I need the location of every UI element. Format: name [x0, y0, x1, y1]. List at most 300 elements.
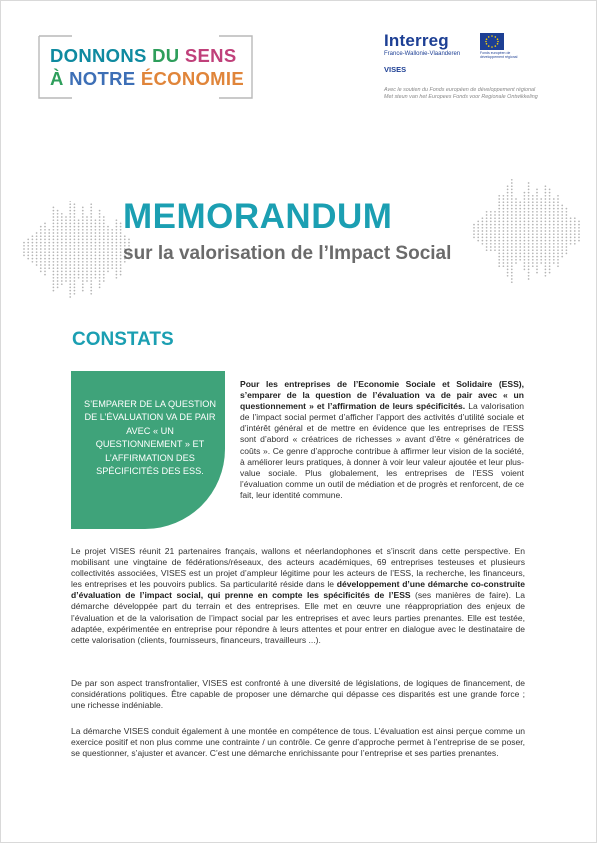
wave-dot [86, 251, 88, 253]
wave-dot [36, 245, 38, 247]
wave-dot [570, 227, 572, 229]
wave-dot [511, 214, 513, 216]
wave-dot [536, 233, 538, 235]
wave-dot [90, 207, 92, 209]
wave-dot [566, 240, 568, 242]
wave-dot [57, 242, 59, 244]
wave-dot [27, 258, 29, 260]
wave-dot [90, 274, 92, 276]
wave-dot [120, 274, 122, 276]
wave-dot [536, 256, 538, 258]
wave-dot [486, 211, 488, 213]
wave-dot [482, 217, 484, 219]
wave-dot [107, 264, 109, 266]
wave-dot [532, 227, 534, 229]
wave-dot [65, 242, 67, 244]
wave-dot [528, 182, 530, 184]
wave-dot [507, 185, 509, 187]
wave-dot [78, 242, 80, 244]
wave-dot [40, 271, 42, 273]
wave-dot [507, 259, 509, 261]
wave-dot [69, 223, 71, 225]
wave-dot [48, 258, 50, 260]
sound-wave-decoration-right [471, 151, 591, 311]
wave-dot [540, 217, 542, 219]
wave-dot [78, 271, 80, 273]
wave-dot [90, 219, 92, 221]
wave-dot [78, 274, 80, 276]
wave-dot [86, 235, 88, 237]
wave-dot [90, 235, 92, 237]
wave-dot [48, 248, 50, 250]
wave-dot [82, 277, 84, 279]
wave-dot [32, 248, 34, 250]
wave-dot [95, 248, 97, 250]
wave-dot [532, 230, 534, 232]
wave-dot [536, 198, 538, 200]
wave-dot [561, 233, 563, 235]
section-title: CONSTATS [72, 329, 174, 350]
wave-dot [103, 261, 105, 263]
wave-dot [103, 242, 105, 244]
wave-dot [553, 217, 555, 219]
wave-dot [524, 230, 526, 232]
logo-word: DU [152, 45, 180, 66]
wave-dot [515, 230, 517, 232]
wave-dot [82, 235, 84, 237]
wave-dot [561, 217, 563, 219]
wave-dot [82, 251, 84, 253]
wave-dot [477, 230, 479, 232]
wave-dot [86, 232, 88, 234]
wave-dot [473, 233, 475, 235]
wave-dot [74, 274, 76, 276]
wave-dot [507, 211, 509, 213]
wave-dot [69, 207, 71, 209]
wave-dot [78, 226, 80, 228]
wave-dot [74, 267, 76, 269]
wave-dot [578, 240, 580, 242]
wave-dot [69, 235, 71, 237]
wave-dot [82, 223, 84, 225]
wave-dot [90, 261, 92, 263]
wave-dot [549, 237, 551, 239]
wave-dot [57, 219, 59, 221]
wave-dot [524, 243, 526, 245]
support-fr: Avec le soutien du Fonds européen de développement régional [384, 87, 536, 93]
wave-dot [111, 232, 113, 234]
wave-dot [90, 264, 92, 266]
wave-dot [524, 253, 526, 255]
wave-dot [532, 211, 534, 213]
wave-dot [511, 227, 513, 229]
wave-dot [86, 242, 88, 244]
wave-dot [74, 203, 76, 205]
page-title: MEMORANDUM [123, 197, 393, 236]
wave-dot [69, 274, 71, 276]
wave-dot [553, 262, 555, 264]
wave-dot [545, 253, 547, 255]
wave-dot [540, 230, 542, 232]
wave-dot [65, 261, 67, 263]
wave-dot [503, 246, 505, 248]
wave-dot [503, 233, 505, 235]
wave-dot [498, 217, 500, 219]
wave-dot [477, 233, 479, 235]
wave-dot [69, 264, 71, 266]
wave-dot [561, 227, 563, 229]
wave-dot [103, 239, 105, 241]
wave-dot [57, 258, 59, 260]
wave-dot [574, 240, 576, 242]
wave-dot [107, 248, 109, 250]
wave-dot [549, 230, 551, 232]
wave-dot [545, 240, 547, 242]
wave-dot [528, 221, 530, 223]
wave-dot [61, 242, 63, 244]
wave-dot [515, 205, 517, 207]
wave-dot [48, 261, 50, 263]
wave-dot [515, 227, 517, 229]
wave-dot [566, 233, 568, 235]
wave-dot [570, 233, 572, 235]
wave-dot [515, 208, 517, 210]
wave-dot [511, 262, 513, 264]
wave-dot [511, 179, 513, 181]
wave-dot [557, 240, 559, 242]
wave-dot [44, 261, 46, 263]
wave-dot [82, 287, 84, 289]
wave-dot [95, 255, 97, 257]
wave-dot [90, 267, 92, 269]
wave-dot [44, 264, 46, 266]
wave-dot [78, 223, 80, 225]
wave-dot [507, 256, 509, 258]
wave-dot [116, 271, 118, 273]
wave-dot [540, 262, 542, 264]
wave-dot [494, 217, 496, 219]
wave-dot [557, 198, 559, 200]
wave-dot [61, 229, 63, 231]
wave-dot [44, 232, 46, 234]
wave-dot [524, 265, 526, 267]
wave-dot [86, 261, 88, 263]
wave-dot [82, 210, 84, 212]
wave-dot [566, 208, 568, 210]
wave-dot [519, 246, 521, 248]
p1-text-end: (ses manières de faire). La démarche développée part du terrain et des entreprises. Elle met en œuvre une réappropriation des enjeux de l’évaluation et de la valorisation de l’impact social par les entreprises et avec leurs parties prenantes. Elle est testée, adaptée, expérimentée en entreprise pour répondre à leurs attentes et pour entrer en dialogue avec le destinataire de cette valorisation (clients, fournisseurs, financeurs, travailleurs ...). [71, 590, 525, 645]
wave-dot [82, 290, 84, 292]
wave-dot [511, 185, 513, 187]
wave-dot [90, 229, 92, 231]
wave-dot [90, 271, 92, 273]
wave-dot [578, 233, 580, 235]
wave-dot [95, 235, 97, 237]
wave-dot [574, 224, 576, 226]
wave-dot [519, 205, 521, 207]
wave-dot [553, 259, 555, 261]
wave-dot [36, 248, 38, 250]
wave-dot [498, 211, 500, 213]
wave-dot [111, 251, 113, 253]
wave-dot [477, 240, 479, 242]
wave-dot [528, 195, 530, 197]
wave-dot [86, 219, 88, 221]
wave-dot [532, 214, 534, 216]
wave-dot [494, 237, 496, 239]
wave-dot [36, 232, 38, 234]
wave-dot [507, 275, 509, 277]
wave-dot [545, 246, 547, 248]
wave-dot [536, 243, 538, 245]
wave-dot [553, 224, 555, 226]
wave-dot [528, 256, 530, 258]
wave-dot [557, 249, 559, 251]
wave-dot [69, 245, 71, 247]
wave-dot [74, 258, 76, 260]
wave-dot [61, 283, 63, 285]
wave-dot [120, 248, 122, 250]
wave-dot [482, 233, 484, 235]
wave-dot [561, 246, 563, 248]
wave-dot [74, 242, 76, 244]
wave-dot [32, 255, 34, 257]
wave-dot [95, 226, 97, 228]
wave-dot [78, 248, 80, 250]
wave-dot [23, 251, 25, 253]
wave-dot [103, 229, 105, 231]
wave-dot [578, 230, 580, 232]
wave-dot [78, 264, 80, 266]
wave-dot [540, 246, 542, 248]
wave-dot [524, 195, 526, 197]
wave-dot [553, 205, 555, 207]
wave-dot [90, 277, 92, 279]
wave-dot [44, 274, 46, 276]
wave-dot [507, 249, 509, 251]
wave-dot [540, 240, 542, 242]
wave-dot [61, 235, 63, 237]
wave-dot [519, 237, 521, 239]
wave-dot [503, 262, 505, 264]
wave-dot [536, 208, 538, 210]
wave-dot [82, 239, 84, 241]
wave-dot [494, 240, 496, 242]
wave-dot [545, 249, 547, 251]
wave-dot [69, 229, 71, 231]
wave-dot [69, 258, 71, 260]
wave-dot [61, 245, 63, 247]
wave-dot [549, 243, 551, 245]
wave-dot [515, 246, 517, 248]
wave-dot [528, 240, 530, 242]
wave-dot [65, 235, 67, 237]
wave-dot [48, 251, 50, 253]
wave-dot [82, 258, 84, 260]
wave-dot [120, 267, 122, 269]
wave-dot [61, 277, 63, 279]
wave-dot [120, 232, 122, 234]
wave-dot [61, 267, 63, 269]
wave-dot [40, 251, 42, 253]
wave-dot [27, 251, 29, 253]
wave-dot [553, 233, 555, 235]
wave-dot [99, 235, 101, 237]
wave-dot [557, 230, 559, 232]
wave-dot [40, 232, 42, 234]
wave-dot [82, 216, 84, 218]
wave-dot [498, 208, 500, 210]
wave-dot [524, 259, 526, 261]
wave-dot [103, 277, 105, 279]
wave-dot [574, 227, 576, 229]
wave-dot [490, 233, 492, 235]
wave-dot [53, 242, 55, 244]
wave-dot [82, 248, 84, 250]
wave-dot [69, 287, 71, 289]
wave-dot [507, 246, 509, 248]
wave-dot [120, 264, 122, 266]
wave-dot [107, 232, 109, 234]
wave-dot [103, 245, 105, 247]
wave-dot [498, 195, 500, 197]
wave-dot [103, 271, 105, 273]
wave-dot [486, 249, 488, 251]
wave-dot [57, 232, 59, 234]
wave-dot [549, 262, 551, 264]
wave-dot [57, 271, 59, 273]
wave-dot [532, 233, 534, 235]
wave-dot [86, 245, 88, 247]
wave-dot [53, 267, 55, 269]
wave-dot [503, 208, 505, 210]
wave-dot [53, 245, 55, 247]
wave-dot [23, 245, 25, 247]
wave-dot [528, 237, 530, 239]
wave-dot [40, 258, 42, 260]
wave-dot [27, 242, 29, 244]
wave-dot [57, 245, 59, 247]
wave-dot [78, 229, 80, 231]
wave-dot [48, 255, 50, 257]
wave-dot [65, 251, 67, 253]
wave-dot [95, 232, 97, 234]
wave-dot [107, 226, 109, 228]
wave-dot [490, 249, 492, 251]
wave-dot [116, 235, 118, 237]
wave-dot [524, 205, 526, 207]
wave-dot [90, 287, 92, 289]
wave-dot [486, 233, 488, 235]
wave-dot [57, 226, 59, 228]
wave-dot [44, 271, 46, 273]
wave-dot [65, 223, 67, 225]
wave-dot [540, 233, 542, 235]
wave-dot [566, 237, 568, 239]
wave-dot [557, 214, 559, 216]
wave-dot [486, 224, 488, 226]
wave-dot [53, 274, 55, 276]
wave-dot [44, 255, 46, 257]
wave-dot [519, 230, 521, 232]
wave-dot [511, 217, 513, 219]
wave-dot [90, 255, 92, 257]
wave-dot [78, 232, 80, 234]
wave-dot [53, 226, 55, 228]
wave-dot [532, 201, 534, 203]
wave-dot [519, 233, 521, 235]
wave-dot [561, 224, 563, 226]
wave-dot [515, 262, 517, 264]
wave-dot [82, 264, 84, 266]
wave-dot [557, 201, 559, 203]
wave-dot [40, 255, 42, 257]
wave-dot [103, 219, 105, 221]
wave-dot [120, 255, 122, 257]
wave-dot [515, 224, 517, 226]
wave-dot [32, 251, 34, 253]
wave-dot [498, 240, 500, 242]
wave-dot [507, 240, 509, 242]
wave-dot [574, 237, 576, 239]
wave-dot [540, 227, 542, 229]
wave-dot [536, 214, 538, 216]
wave-dot [511, 240, 513, 242]
wave-dot [536, 205, 538, 207]
wave-dot [515, 259, 517, 261]
wave-dot [557, 227, 559, 229]
wave-dot [553, 246, 555, 248]
wave-dot [36, 251, 38, 253]
wave-dot [490, 243, 492, 245]
wave-dot [44, 235, 46, 237]
wave-dot [536, 224, 538, 226]
wave-dot [536, 259, 538, 261]
wave-dot [40, 235, 42, 237]
wave-dot [40, 229, 42, 231]
wave-dot [524, 262, 526, 264]
wave-dot [532, 249, 534, 251]
wave-dot [494, 243, 496, 245]
wave-dot [82, 219, 84, 221]
wave-dot [532, 208, 534, 210]
wave-dot [515, 240, 517, 242]
wave-dot [536, 230, 538, 232]
wave-dot [524, 227, 526, 229]
logo-line-2 [50, 68, 244, 90]
wave-dot [103, 258, 105, 260]
wave-dot [120, 226, 122, 228]
wave-dot [553, 256, 555, 258]
wave-dot [74, 248, 76, 250]
wave-dot [524, 211, 526, 213]
wave-dot [545, 243, 547, 245]
wave-dot [515, 198, 517, 200]
wave-dot [549, 224, 551, 226]
wave-dot [532, 221, 534, 223]
wave-dot [524, 198, 526, 200]
wave-dot [540, 201, 542, 203]
wave-dot [57, 213, 59, 215]
wave-dot [536, 265, 538, 267]
wave-dot [557, 224, 559, 226]
wave-dot [486, 214, 488, 216]
wave-dot [549, 265, 551, 267]
wave-dot [528, 272, 530, 274]
wave-dot [44, 248, 46, 250]
wave-dot [519, 208, 521, 210]
wave-dot [528, 249, 530, 251]
